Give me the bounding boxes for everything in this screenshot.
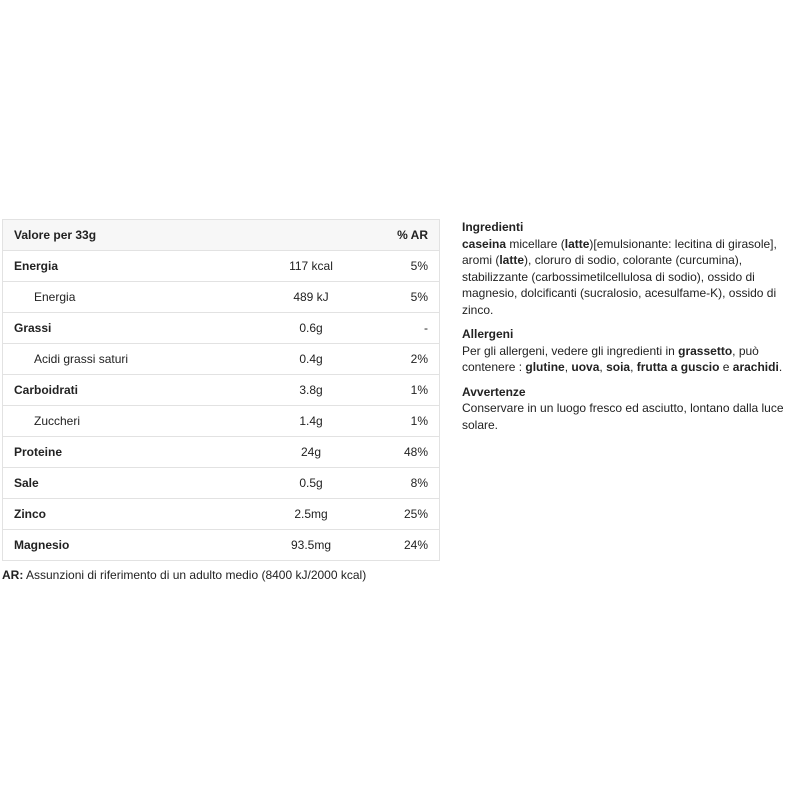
allergen-bold: frutta a guscio xyxy=(636,360,720,374)
table-row xyxy=(3,499,440,530)
ingredient-bold: latte xyxy=(499,253,525,267)
nutrient-name: Grassi xyxy=(3,313,261,344)
product-info-panel xyxy=(462,219,796,441)
nutrient-ar: 5% xyxy=(362,282,440,313)
nutrient-name: Carboidrati xyxy=(3,375,261,406)
nutrient-value: 3.8g xyxy=(260,375,362,406)
table-row xyxy=(3,468,440,499)
allergens-heading: Allergeni xyxy=(462,327,514,341)
nutrient-name: Magnesio xyxy=(3,530,261,561)
ingredients-heading: Ingredienti xyxy=(462,220,524,234)
ingredient-text: )[emulsionante: lecitina di girasole], aromi ( xyxy=(462,236,777,267)
reference-intake-footnote xyxy=(2,568,366,582)
table-row xyxy=(3,406,440,437)
nutrition-table xyxy=(2,219,440,561)
ingredient-bold: latte xyxy=(564,236,590,251)
nutrient-value: 0.6g xyxy=(260,313,362,344)
table-row xyxy=(3,344,440,375)
nutrient-value: 93.5mg xyxy=(260,530,362,561)
nutrient-ar: 5% xyxy=(362,251,440,282)
nutrient-ar: - xyxy=(362,313,440,344)
allergen-text: , può contenere : xyxy=(462,343,759,374)
table-row xyxy=(3,530,440,561)
nutrient-value: 2.5mg xyxy=(260,499,362,530)
nutrient-ar: 24% xyxy=(362,530,440,561)
nutrient-value: 24g xyxy=(260,437,362,468)
table-row xyxy=(3,282,440,313)
nutrient-value: 117 kcal xyxy=(260,251,362,282)
allergen-text: , xyxy=(630,360,637,374)
nutrient-ar: 25% xyxy=(362,499,440,530)
ingredient-text: ), cloruro di sodio, colorante (curcumina), stabilizzante (carbossimetilcellulosa di sodio), ossido di magnesio, dolcificanti (sucralosio, acesulfame-K), ossido di zinco. xyxy=(462,253,777,317)
warnings-heading: Avvertenze xyxy=(462,384,526,399)
nutrient-name: Zinco xyxy=(3,499,261,530)
allergens-text xyxy=(462,343,796,376)
nutrient-value: 489 kJ xyxy=(260,282,362,313)
nutrient-name: Acidi grassi saturi xyxy=(3,344,261,375)
ingredients-text xyxy=(462,236,796,319)
allergen-bold: grassetto xyxy=(678,343,733,358)
header-ar: % AR xyxy=(362,220,440,251)
nutrient-ar: 2% xyxy=(362,344,440,375)
nutrient-ar: 8% xyxy=(362,468,440,499)
table-header-row xyxy=(3,220,440,251)
nutrient-name: Sale xyxy=(3,468,261,499)
nutrient-value: 1.4g xyxy=(260,406,362,437)
nutrient-ar: 1% xyxy=(362,375,440,406)
ingredient-text: micellare ( xyxy=(506,236,565,251)
nutrient-name: Proteine xyxy=(3,437,261,468)
warnings-text: Conservare in un luogo fresco ed asciutto, lontano dalla luce solare. xyxy=(462,401,784,432)
allergen-bold: soia xyxy=(606,360,631,374)
allergen-text: . xyxy=(778,360,783,374)
allergen-text: , xyxy=(599,360,607,374)
nutrient-name: Energia xyxy=(3,251,261,282)
nutrient-value: 0.5g xyxy=(260,468,362,499)
allergen-text: e xyxy=(719,360,733,374)
header-serving: Valore per 33g xyxy=(3,220,261,251)
table-row xyxy=(3,375,440,406)
allergen-bold: glutine xyxy=(525,360,565,374)
nutrient-name: Energia xyxy=(3,282,261,313)
table-row xyxy=(3,251,440,282)
footnote-label: AR: xyxy=(2,568,24,582)
allergen-bold: arachidi xyxy=(732,360,779,374)
footnote-text: Assunzioni di riferimento di un adulto medio (8400 kJ/2000 kcal) xyxy=(23,568,367,582)
table-row xyxy=(3,313,440,344)
nutrient-value: 0.4g xyxy=(260,344,362,375)
nutrient-ar: 48% xyxy=(362,437,440,468)
header-value xyxy=(260,220,362,251)
allergen-text: , xyxy=(564,360,572,374)
allergen-text: Per gli allergeni, vedere gli ingredienti in xyxy=(462,343,679,358)
nutrient-name: Zuccheri xyxy=(3,406,261,437)
allergen-bold: uova xyxy=(571,360,600,374)
ingredient-bold: caseina xyxy=(462,236,507,251)
table-row xyxy=(3,437,440,468)
nutrient-ar: 1% xyxy=(362,406,440,437)
